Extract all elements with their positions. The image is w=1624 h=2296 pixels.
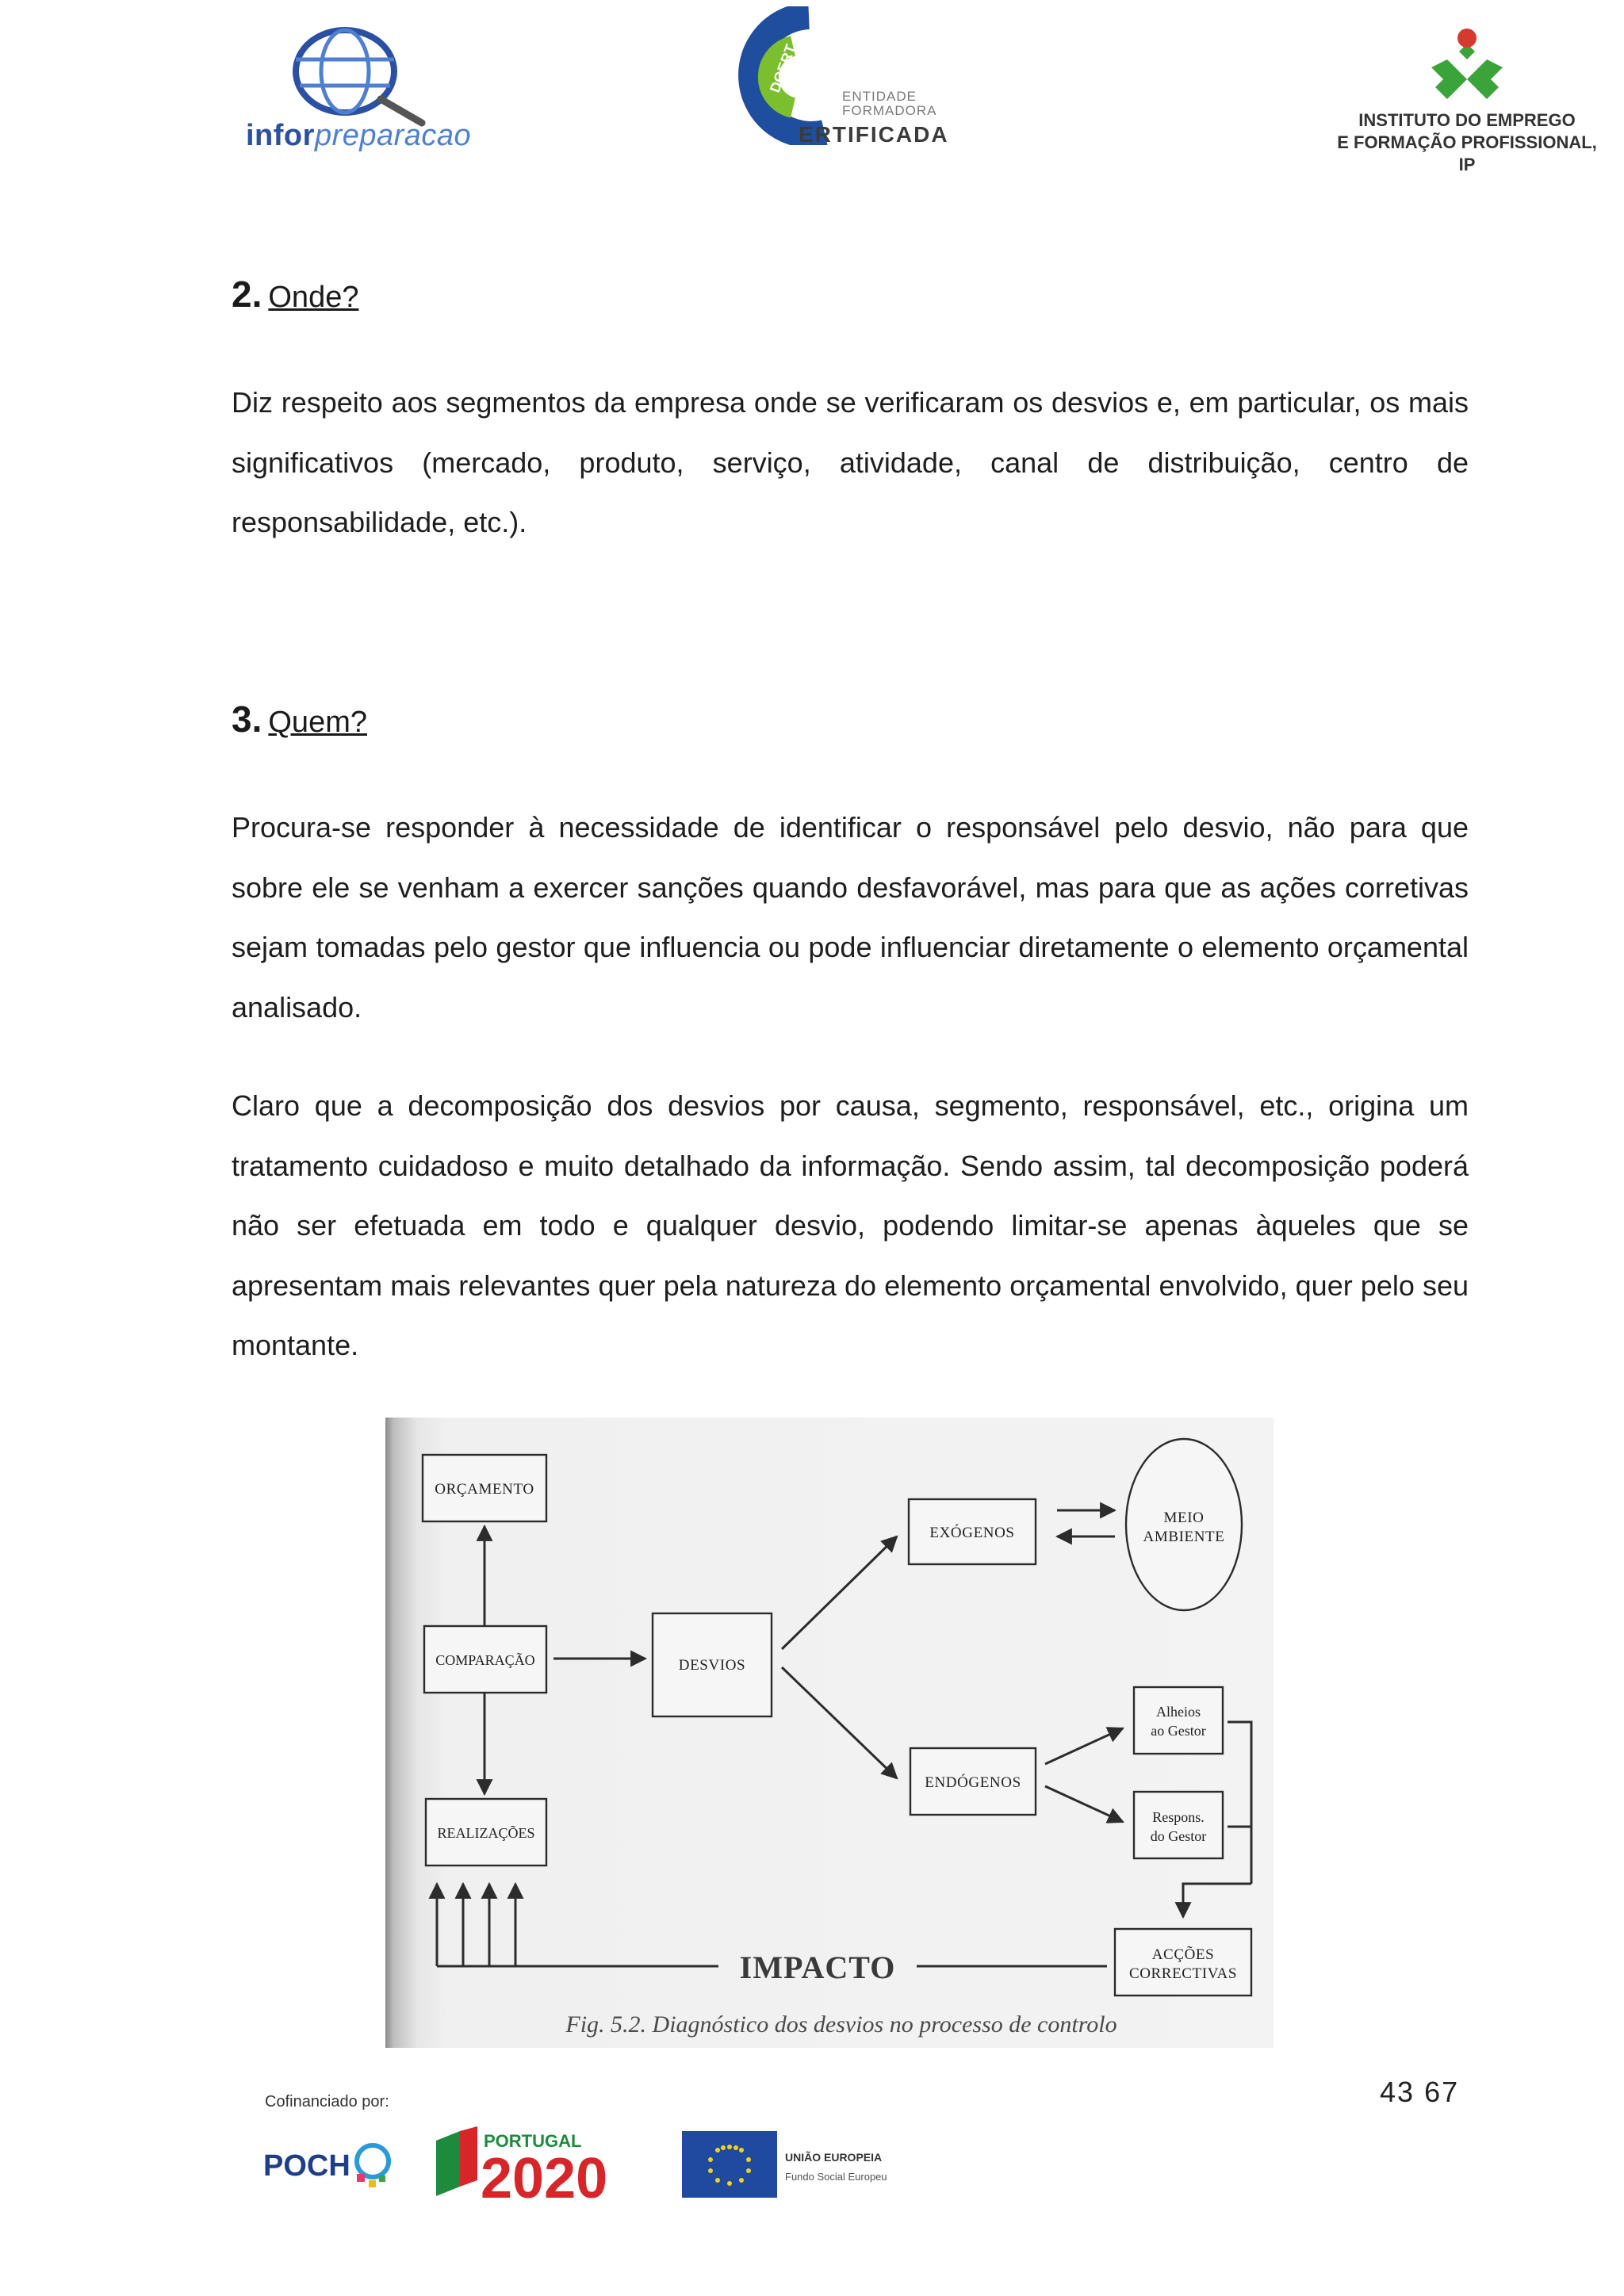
node-meio-ambiente xyxy=(1126,1439,1242,1610)
dgert-certificada-logo xyxy=(714,6,949,147)
node-exogenos xyxy=(909,1499,1036,1564)
svg-text:POCH: POCH xyxy=(263,2149,350,2183)
node-realizacoes xyxy=(426,1799,546,1866)
page-current: 43 xyxy=(1380,2076,1415,2108)
section-heading-onde xyxy=(232,273,358,316)
inforpreparacao-logo xyxy=(238,24,476,166)
svg-text:REALIZAÇÕES: REALIZAÇÕES xyxy=(437,1825,535,1841)
page-number xyxy=(1380,2076,1459,2109)
node-orcamento xyxy=(423,1455,546,1521)
svg-text:UNIÃO EUROPEIA: UNIÃO EUROPEIA xyxy=(785,2151,883,2164)
poch-icon xyxy=(262,2128,396,2203)
svg-text:ACÇÕES: ACÇÕES xyxy=(1151,1946,1215,1963)
eu-flag-icon xyxy=(682,2131,904,2202)
svg-text:do Gestor: do Gestor xyxy=(1150,1828,1207,1844)
svg-text:Fundo Social Europeu: Fundo Social Europeu xyxy=(785,2171,887,2183)
svg-text:Respons.: Respons. xyxy=(1152,1809,1205,1825)
node-comparacao xyxy=(424,1626,546,1693)
svg-text:ENDÓGENOS: ENDÓGENOS xyxy=(925,1774,1021,1791)
figure-caption: Fig. 5.2. Diagnóstico dos desvios no processo de controlo xyxy=(565,2011,1117,2038)
node-endogenos xyxy=(910,1748,1036,1815)
uniao-europeia-logo xyxy=(682,2131,904,2202)
iefp-logo xyxy=(1332,24,1602,174)
globe-magnifier-icon xyxy=(238,24,476,127)
node-respons-do-gestor xyxy=(1134,1792,1223,1858)
iefp-x-icon xyxy=(1332,24,1602,103)
poch-logo xyxy=(262,2128,396,2203)
svg-text:PORTUGAL: PORTUGAL xyxy=(484,2131,582,2151)
svg-text:EXÓGENOS: EXÓGENOS xyxy=(929,1525,1015,1541)
deviation-diagnosis-figure xyxy=(385,1418,1274,2048)
dgert-entidade-text: ENTIDADE FORMADORA xyxy=(842,89,937,118)
svg-text:AMBIENTE: AMBIENTE xyxy=(1143,1529,1225,1545)
paragraph: Procura-se responder à necessidade de identificar o responsável pelo desvio, não para que sobre ele se venham a exercer sanções quando desfavorável, mas para que as ações corretivas sejam tomadas pelo gestor que influencia ou pode influenciar diretamente o elemento orçamental analisado. xyxy=(232,811,1469,1024)
section-title: Onde? xyxy=(268,281,359,314)
cofinanciado-label: Cofinanciado por: xyxy=(265,2093,389,2110)
svg-text:ORÇAMENTO: ORÇAMENTO xyxy=(435,1481,534,1498)
svg-text:MEIO: MEIO xyxy=(1163,1510,1205,1526)
svg-text:DESVIOS: DESVIOS xyxy=(678,1657,746,1674)
section-title: Quem? xyxy=(268,706,367,739)
section-number: 2. xyxy=(232,274,262,315)
section-heading-quem xyxy=(232,698,367,740)
iefp-name: INSTITUTO DO EMPREGO E FORMAÇÃO PROFISSIONAL, IP xyxy=(1337,110,1597,174)
section-number: 3. xyxy=(232,698,262,740)
svg-text:DGERT: DGERT xyxy=(766,42,799,95)
portugal-2020-icon xyxy=(428,2125,650,2204)
svg-text:Alheios: Alheios xyxy=(1156,1704,1201,1720)
node-accoes-correctivas xyxy=(1115,1929,1251,1996)
portugal-2020-logo xyxy=(428,2125,650,2204)
node-desvios xyxy=(653,1613,772,1716)
paragraph: Diz respeito aos segmentos da empresa onde se verificaram os desvios e, em particular, os mais significativos (mercado, produto, serviço, atividade, canal de distribuição, centro de responsabilidade, etc.). xyxy=(232,386,1469,538)
impacto-label: IMPACTO xyxy=(739,1950,896,1985)
diagram xyxy=(385,1418,1274,2048)
svg-text:2020: 2020 xyxy=(481,2147,608,2204)
diagram-connectors xyxy=(437,1510,1251,1966)
page-total: 67 xyxy=(1424,2076,1460,2108)
svg-text:CORRECTIVAS: CORRECTIVAS xyxy=(1128,1965,1238,1982)
svg-text:COMPARAÇÃO: COMPARAÇÃO xyxy=(435,1652,535,1668)
node-alheios-ao-gestor xyxy=(1134,1687,1223,1754)
inforpreparacao-wordmark: inforpreparacao xyxy=(246,119,472,152)
paragraph: Claro que a decomposição dos desvios por causa, segmento, responsável, etc., origina um tratamento cuidadoso e muito detalhado da informação. Sendo assim, tal decomposição poderá não ser efetuada em todo e qualquer desvio, podendo limitar-se apenas àqueles que se apresentam mais relevantes quer pela natureza do elemento orçamental envolvido, quer pelo seu montante. xyxy=(232,1089,1469,1361)
svg-text:ao Gestor: ao Gestor xyxy=(1151,1723,1206,1739)
dgert-certificada-text: ERTIFICADA xyxy=(799,122,949,147)
